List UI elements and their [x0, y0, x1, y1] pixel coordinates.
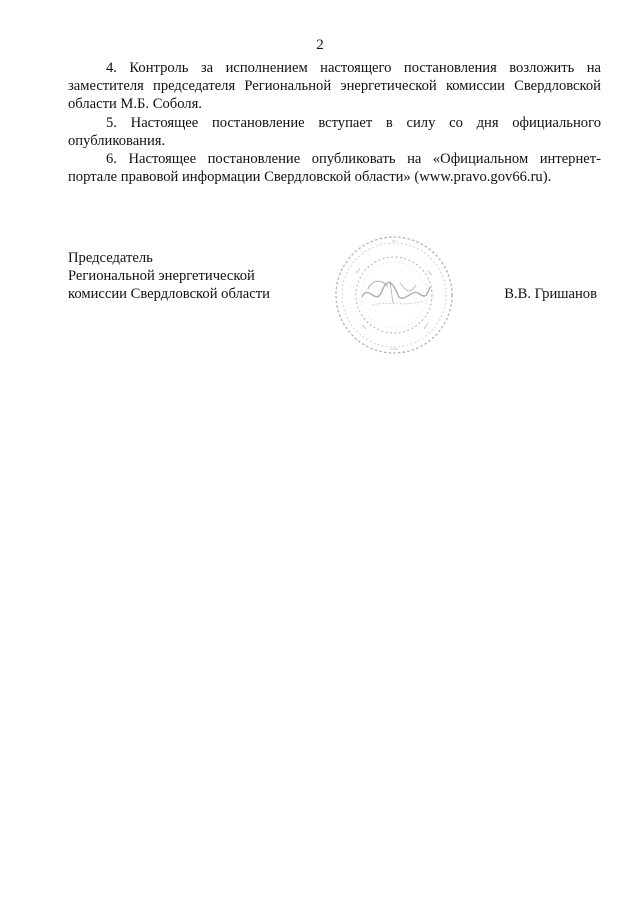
page-number: 2	[316, 37, 324, 53]
signer-title-line-1: Председатель	[68, 250, 153, 266]
signer-name: В.В. Гришанов	[504, 286, 597, 302]
paragraph-5: 5. Настоящее постановление вступает в силу со дня официального опубликования.	[68, 114, 601, 149]
document-body	[68, 59, 601, 186]
signer-title-line-2: Региональной энергетической	[68, 268, 255, 285]
signature-block	[68, 249, 601, 369]
signer-title	[68, 249, 270, 304]
signer-title-line-3: комиссии Свердловской области	[68, 286, 270, 303]
paragraph-4: 4. Контроль за исполнением настоящего постановления возложить на заместителя председателя Региональной энергетической комиссии Свердловской области М.Б. Соболя.	[68, 60, 601, 113]
seal-stamp-icon	[332, 233, 456, 357]
paragraph-6: 6. Настоящее постановление опубликовать на «Официальном интернет-портале правовой информации Свердловской области» (www.pravo.gov66.ru).	[68, 151, 601, 186]
